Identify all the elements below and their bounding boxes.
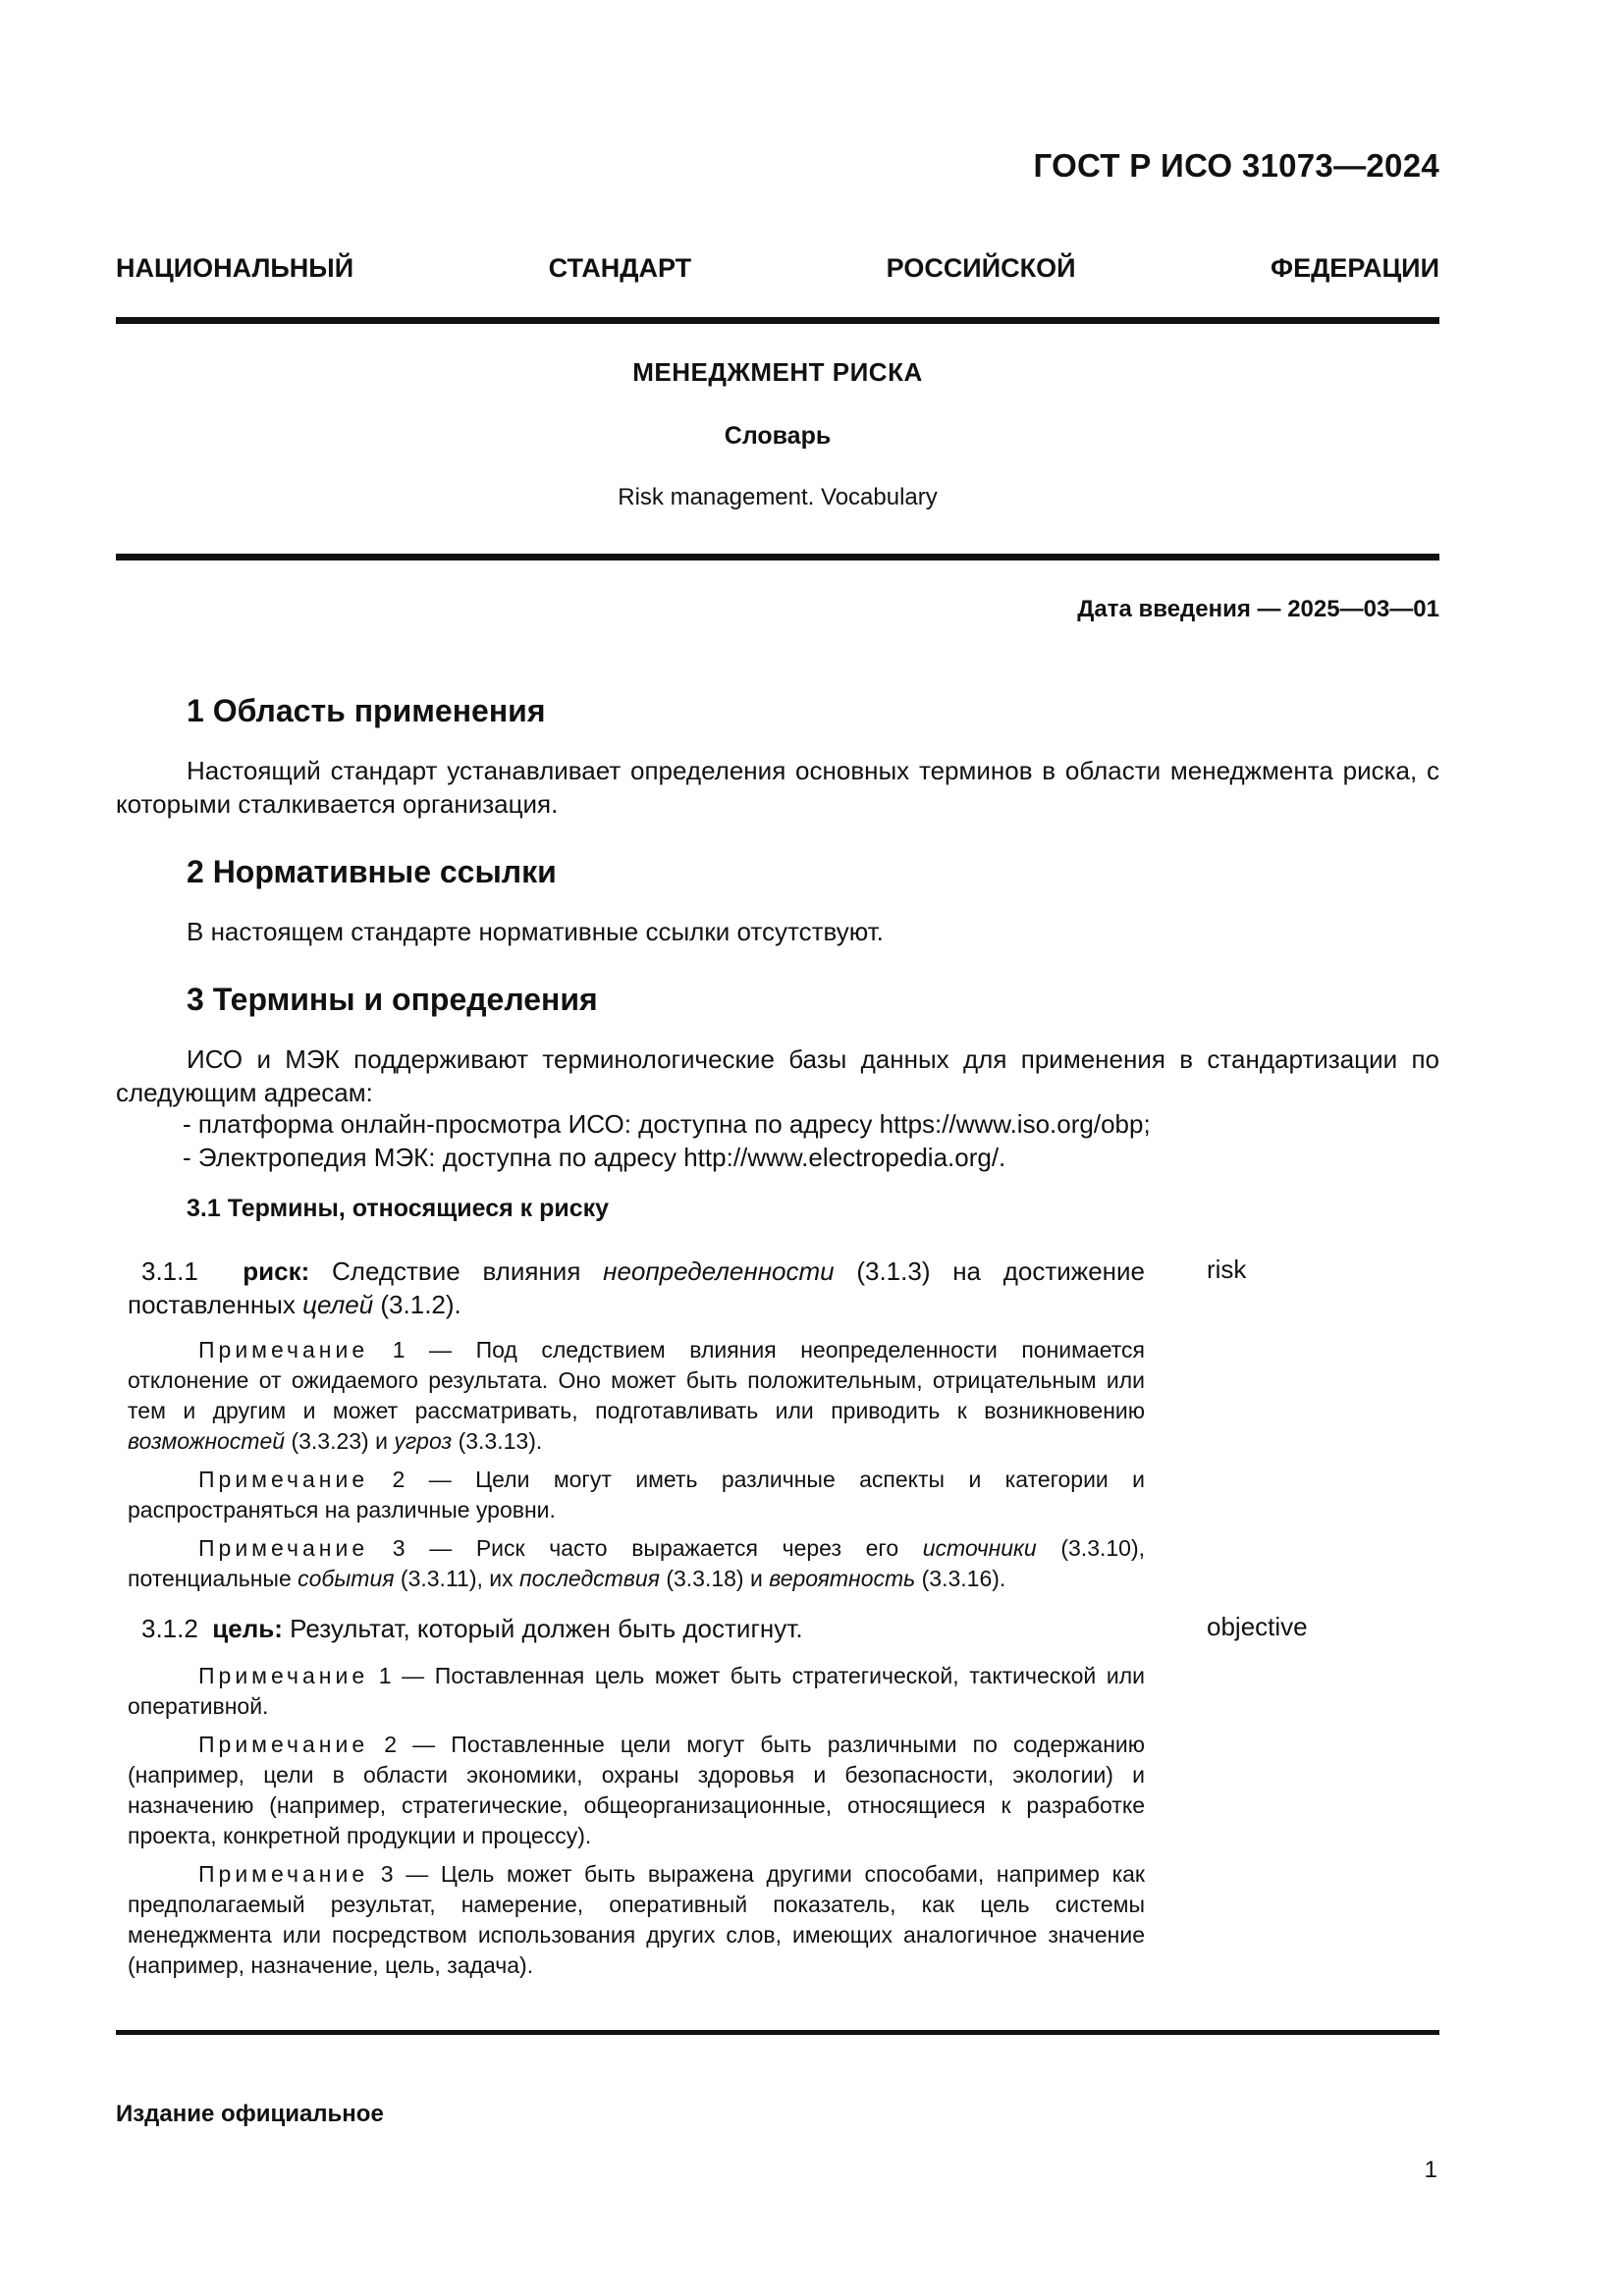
note-3-1-1-2: Примечание 2 — Цели могут иметь различные аспекты и категории и распространяться на различные уровни. xyxy=(128,1467,1146,1522)
header-rule xyxy=(116,317,1439,324)
section-1-heading: 1 Область применения xyxy=(187,693,546,728)
national-standard-banner: НАЦИОНАЛЬНЫЙ СТАНДАРТ РОССИЙСКОЙ ФЕДЕРАЦИИ xyxy=(116,253,1439,283)
footer-rule xyxy=(116,2030,1439,2035)
term-number: 3.1.2 xyxy=(141,1614,198,1643)
term-number: 3.1.1 xyxy=(141,1256,198,1286)
section-2-text: В настоящем стандарте нормативные ссылки отсутствуют. xyxy=(187,917,884,946)
english-term-risk: risk xyxy=(1207,1255,1247,1284)
note-3-1-2-1: Примечание 1 — Поставленная цель может быть стратегической, тактической или оперативной. xyxy=(128,1663,1145,1719)
document-title: МЕНЕДЖМЕНТ РИСКА xyxy=(632,357,923,387)
term-name: цель: xyxy=(212,1614,283,1643)
section-2-heading: 2 Нормативные ссылки xyxy=(187,854,557,889)
standard-code: ГОСТ Р ИСО 31073—2024 xyxy=(1033,147,1439,184)
bullet-iso-obp: - платформа онлайн-просмотра ИСО: доступна по адресу https://www.iso.org/obp; xyxy=(183,1109,1151,1139)
note-3-1-1-1: Примечание 1 — Под следствием влияния неопределенности понимается отклонение от ожидаемого результата. Оно может быть положительным, отрицательным или тем и другим и может рассматривать, подготавливать или приводить к возникновению возможностей (3.3.23) и угроз (3.3.13). xyxy=(128,1337,1145,1454)
note-3-1-2-3: Примечание 3 — Цель может быть выражена другими способами, например как предполагаемый результат, намерение, оперативный показатель, как цель системы менеджмента или посредством использования других слов, имеющих аналогичное значение (например, назначение, цель, задача). xyxy=(128,1861,1145,1978)
note-3-1-2-2: Примечание 2 — Поставленные цели могут быть различными по содержанию (например, цели в области экономики, охраны здоровья и безопасности, экологии) и назначению (например, стратегические, общеорганизационные, относящиеся к разработке проекта, конкретной продукции и процессу). xyxy=(128,1732,1146,1848)
bullet-electropedia: - Электропедия МЭК: доступна по адресу http://www.electropedia.org/. xyxy=(183,1143,1006,1172)
english-term-objective: objective xyxy=(1207,1612,1308,1641)
term-3-1-1: 3.1.1 риск: Следствие влияния неопределенности (3.1.3) на достижение поставленных целей (3.1.2). xyxy=(128,1256,1145,1319)
note-3-1-1-3: Примечание 3 — Риск часто выражается через его источники (3.3.10), потенциальные события (3.3.11), их последствия (3.3.18) и вероятность (3.3.16). xyxy=(128,1535,1146,1591)
document-subtitle: Словарь xyxy=(724,422,832,450)
page-number: 1 xyxy=(1424,2157,1437,2183)
section-3-heading: 3 Термины и определения xyxy=(187,982,598,1017)
subsection-3-1-heading: 3.1 Термины, относящиеся к риску xyxy=(187,1195,610,1222)
section-3-text: ИСО и МЭК поддерживают терминологические базы данных для применения в стандартизации по следующим адресам: xyxy=(116,1044,1439,1107)
introduction-date: Дата введения — 2025—03—01 xyxy=(1077,596,1439,622)
term-3-1-2: 3.1.2 цель: Результат, который должен быть достигнут. xyxy=(141,1614,803,1643)
section-1-text: Настоящий стандарт устанавливает определения основных терминов в области менеджмента риска, с которыми сталкивается организация. xyxy=(116,756,1439,819)
english-title: Risk management. Vocabulary xyxy=(618,484,938,510)
title-rule xyxy=(116,554,1439,561)
official-edition-label: Издание официальное xyxy=(116,2101,384,2127)
term-name: риск: xyxy=(243,1256,310,1286)
